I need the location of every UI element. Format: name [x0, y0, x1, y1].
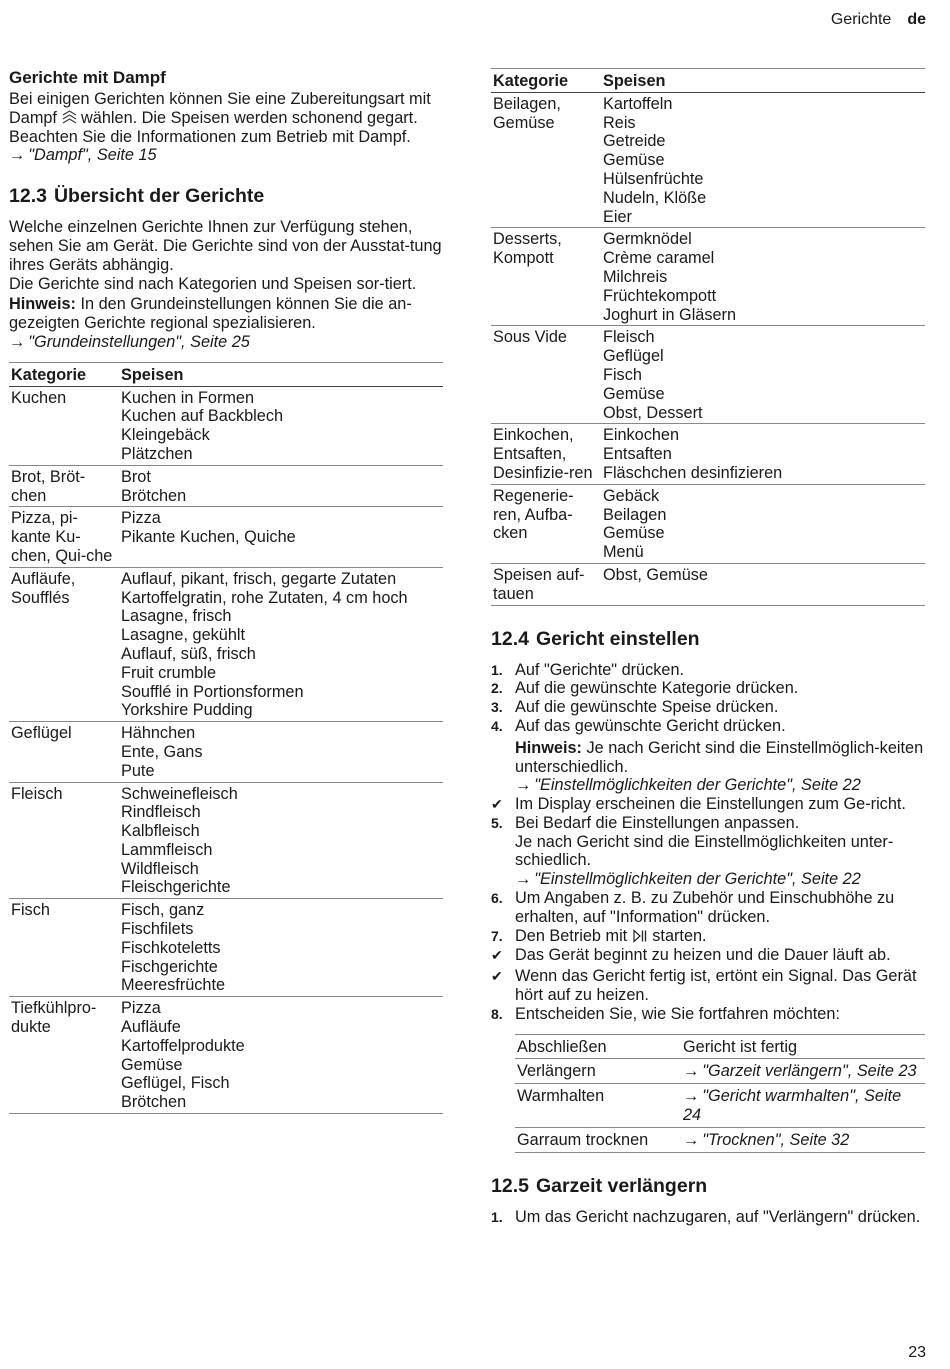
dishes-cell [119, 997, 443, 1114]
step-xref-text: "Einstellmöglichkeiten der Gerichte", Seite 22 [534, 776, 861, 795]
steam-icon [62, 110, 77, 124]
result-item [491, 967, 925, 1005]
option-value[interactable] [681, 1084, 925, 1128]
dishes-cell [119, 899, 443, 997]
option-label: Verlängern [515, 1059, 681, 1084]
option-label: Warmhalten [515, 1084, 681, 1128]
setup-steps [491, 661, 925, 1024]
dish-item: Geflügel [603, 347, 664, 366]
result-item [491, 946, 925, 965]
step-text: Auf die gewünschte Kategorie drücken. [515, 679, 799, 698]
section-title: Übersicht der Gerichte [53, 185, 265, 208]
dish-item: Fläschchen desinfizieren [603, 463, 783, 482]
dish-item: Pizza [121, 999, 161, 1018]
option-row [515, 1059, 925, 1084]
dish-item: Fruit crumble [121, 663, 216, 682]
dishes-cell [119, 507, 443, 567]
dish-item: Fisch [603, 365, 642, 384]
table-row [9, 567, 443, 721]
step-text: Um das Gericht nachzugaren, auf "Verlängern" drücken. [515, 1207, 921, 1226]
option-value[interactable] [681, 1127, 925, 1152]
category-cell: Einkochen, Entsaften, Desinfizie-ren [491, 424, 601, 484]
steam-xref[interactable] [9, 146, 443, 165]
step-item [491, 814, 925, 889]
header-language: de [907, 11, 926, 28]
dish-item: Fischfilets [121, 920, 194, 939]
option-value-text: "Garzeit verlängern", Seite 23 [702, 1062, 917, 1081]
table-row [491, 326, 925, 424]
category-cell: Sous Vide [491, 326, 601, 424]
dish-item: Pikante Kuchen, Quiche [121, 528, 296, 547]
steam-text-b: wählen. Die Speisen werden schonend gegart. [81, 108, 418, 127]
options-table [515, 1034, 925, 1153]
category-cell: Beilagen, Gemüse [491, 92, 601, 228]
table-row [491, 228, 925, 326]
overview-paragraph-2: Die Gerichte sind nach Kategorien und Speisen sor-tiert. [9, 274, 417, 293]
dishes-cell [119, 567, 443, 721]
dish-item: Kuchen auf Backblech [121, 407, 284, 426]
dish-item: Obst, Gemüse [603, 565, 708, 584]
step-item [491, 889, 925, 927]
section-12-4-heading [491, 628, 925, 651]
dish-item: Ente, Gans [121, 742, 203, 761]
check-icon: ✔ [491, 968, 503, 985]
dish-item: Menü [603, 543, 644, 562]
dish-item: Brötchen [121, 486, 187, 505]
option-label: Abschließen [515, 1034, 681, 1059]
step-text: Um Angaben z. B. zu Zubehör und Einschubhöhe zu erhalten, auf "Information" drücken. [515, 889, 895, 926]
dishes-cell [601, 92, 925, 228]
dish-item: Fleisch [603, 328, 655, 347]
arrow-icon: → [9, 332, 26, 351]
dishes-cell [601, 228, 925, 326]
dishes-cell [601, 326, 925, 424]
result-text: Wenn das Gericht fertig ist, ertönt ein Signal. Das Gerät hört auf zu heizen. [515, 967, 917, 1005]
dish-item: Lammfleisch [121, 840, 213, 859]
category-table-right [491, 68, 925, 606]
dish-item: Brötchen [121, 1093, 187, 1112]
step-number: 8. [491, 1005, 503, 1022]
dish-item: Soufflé in Portionsformen [121, 682, 304, 701]
column-header-dishes: Speisen [601, 69, 925, 93]
steam-heading: Gerichte mit Dampf [9, 68, 166, 87]
table-row [9, 997, 443, 1114]
section-title: Gericht einstellen [535, 627, 700, 650]
section-number: 12.3 [9, 185, 47, 208]
dish-item: Pute [121, 761, 155, 780]
arrow-icon: → [683, 1062, 700, 1081]
category-cell: Aufläufe, Soufflés [9, 567, 119, 721]
arrow-icon: → [683, 1087, 700, 1106]
arrow-icon: → [515, 870, 532, 889]
dish-item: Yorkshire Pudding [121, 701, 253, 720]
column-header-category: Kategorie [491, 69, 601, 93]
dish-item: Geflügel, Fisch [121, 1074, 230, 1093]
running-header [831, 11, 926, 30]
dish-item: Einkochen [603, 426, 680, 445]
step-number: 4. [491, 717, 503, 734]
section-12-3-heading [9, 185, 443, 208]
dishes-cell [601, 424, 925, 484]
table-row [9, 386, 443, 465]
dish-item: Gebäck [603, 486, 660, 505]
steam-note: Beachten Sie die Informationen zum Betrieb mit Dampf. [9, 127, 411, 146]
category-cell: Regenerie-ren, Aufba-cken [491, 484, 601, 563]
extend-steps [491, 1208, 925, 1227]
dish-item: Pizza [121, 509, 161, 528]
step-number: 1. [491, 661, 503, 678]
dish-item: Auflauf, pikant, frisch, gegarte Zutaten [121, 569, 397, 588]
dish-item: Germknödel [603, 230, 692, 249]
step-number: 3. [491, 699, 503, 716]
dish-item: Eier [603, 207, 632, 226]
step-item [491, 1005, 925, 1024]
dish-item: Aufläufe [121, 1018, 181, 1037]
dish-item: Fisch, ganz [121, 901, 205, 920]
category-cell: Fisch [9, 899, 119, 997]
dish-item: Wildfleisch [121, 859, 199, 878]
overview-hint [9, 295, 443, 333]
section-title: Garzeit verlängern [535, 1174, 708, 1197]
option-label: Garraum trocknen [515, 1127, 681, 1152]
column-header-category: Kategorie [9, 362, 119, 386]
option-value[interactable] [681, 1059, 925, 1084]
section-12-5-heading [491, 1175, 925, 1198]
dish-item: Früchtekompott [603, 286, 717, 305]
category-cell: Desserts, Kompott [491, 228, 601, 326]
result-text: Im Display erscheinen die Einstellungen zum Ge-richt. [515, 795, 906, 814]
step-text: Den Betrieb mit [515, 926, 628, 945]
dish-item: Getreide [603, 132, 666, 151]
dish-item: Kuchen in Formen [121, 388, 255, 407]
dish-item: Obst, Dessert [603, 403, 703, 422]
arrow-icon: → [683, 1130, 700, 1149]
result-text: Das Gerät beginnt zu heizen und die Dauer läuft ab. [515, 946, 891, 965]
step-item [491, 1208, 925, 1227]
dish-item: Beilagen [603, 505, 667, 524]
dish-item: Entsaften [603, 445, 672, 464]
hint-text: In den Grundeinstellungen können Sie die an-gezeigten Gerichte regional spezialisieren. [9, 295, 412, 333]
step-text: Auf die gewünschte Speise drücken. [515, 698, 779, 717]
dish-item: Kleingebäck [121, 426, 210, 445]
dishes-cell [119, 386, 443, 465]
step-text: Entscheiden Sie, wie Sie fortfahren möchten: [515, 1004, 840, 1023]
step-text: Auf "Gerichte" drücken. [515, 660, 685, 679]
step-number: 2. [491, 680, 503, 697]
hint-label: Hinweis: [515, 738, 582, 757]
arrow-icon: → [515, 776, 532, 795]
category-cell: Pizza, pi-kante Ku-chen, Qui-che [9, 507, 119, 567]
dish-item: Gemüse [603, 384, 665, 403]
dishes-cell [601, 484, 925, 563]
overview-xref-text: "Grundeinstellungen", Seite 25 [28, 332, 250, 351]
step-text-end: starten. [652, 926, 707, 945]
option-value-text: "Trocknen", Seite 32 [702, 1130, 850, 1149]
step-xref[interactable] [515, 870, 925, 889]
option-row [515, 1084, 925, 1128]
table-row [9, 722, 443, 782]
table-row [9, 899, 443, 997]
step-text: Auf das gewünschte Gericht drücken. [515, 716, 786, 735]
header-section: Gerichte [830, 11, 892, 28]
table-row [9, 465, 443, 507]
section-number: 12.4 [491, 627, 529, 650]
table-row [491, 424, 925, 484]
option-value-text: Gericht ist fertig [683, 1037, 798, 1056]
dish-item: Fischkoteletts [121, 938, 221, 957]
option-row [515, 1034, 925, 1059]
category-cell: Brot, Bröt-chen [9, 465, 119, 507]
step-item [491, 717, 925, 795]
step-xref-text: "Einstellmöglichkeiten der Gerichte", Seite 22 [534, 870, 861, 889]
dish-item: Meeresfrüchte [121, 976, 226, 995]
step-subtext: Je nach Gericht sind die Einstellmöglichkeiten unter-schiedlich. [515, 832, 894, 870]
left-column [9, 68, 443, 1114]
section-number: 12.5 [491, 1174, 529, 1197]
dish-item: Hülsenfrüchte [603, 169, 704, 188]
arrow-icon: → [9, 146, 26, 165]
dish-item: Hähnchen [121, 724, 196, 743]
category-cell: Speisen auf-tauen [491, 563, 601, 605]
dish-item: Kartoffelprodukte [121, 1036, 245, 1055]
category-cell: Kuchen [9, 386, 119, 465]
dish-item: Milchreis [603, 267, 668, 286]
table-row [491, 92, 925, 228]
table-row [491, 484, 925, 563]
option-row [515, 1127, 925, 1152]
hint-text: Je nach Gericht sind die Einstellmöglich-keiten unterschiedlich. [515, 738, 924, 776]
table-row [491, 563, 925, 605]
step-text: Bei Bedarf die Einstellungen anpassen. [515, 813, 800, 832]
check-icon: ✔ [491, 796, 503, 813]
dishes-cell [119, 722, 443, 782]
dish-item: Crème caramel [603, 249, 715, 268]
dish-item: Kartoffelgratin, rohe Zutaten, 4 cm hoch [121, 588, 408, 607]
category-cell: Geflügel [9, 722, 119, 782]
hint-label: Hinweis: [9, 295, 76, 314]
column-header-dishes: Speisen [119, 362, 443, 386]
dish-item: Gemüse [603, 524, 665, 543]
dish-item: Schweinefleisch [121, 784, 238, 803]
step-number: 1. [491, 1208, 503, 1225]
step-number: 5. [491, 814, 503, 831]
step-number: 7. [491, 927, 503, 944]
result-item [491, 795, 925, 814]
option-value-text: "Gericht warmhalten", Seite 24 [683, 1087, 902, 1125]
option-value [681, 1034, 925, 1059]
dish-item: Kalbfleisch [121, 822, 200, 841]
right-column [491, 68, 925, 1226]
dishes-cell [119, 782, 443, 899]
dishes-cell [119, 465, 443, 507]
dish-item: Fleischgerichte [121, 878, 231, 897]
dish-item: Fischgerichte [121, 957, 218, 976]
steam-text-a: Bei einigen Gerichten können Sie eine Zubereitungsart mit Dampf [9, 90, 431, 127]
dish-item: Kartoffeln [603, 94, 673, 113]
overview-xref[interactable] [9, 333, 443, 352]
steam-paragraph [9, 90, 443, 128]
step-number: 6. [491, 890, 503, 907]
step-item [491, 679, 925, 698]
category-cell: Fleisch [9, 782, 119, 899]
dish-item: Gemüse [603, 151, 665, 170]
dish-item: Nudeln, Klöße [603, 188, 707, 207]
dishes-cell [601, 563, 925, 605]
page-number: 23 [908, 1344, 926, 1362]
step-xref[interactable] [515, 776, 925, 795]
dish-item: Rindfleisch [121, 803, 201, 822]
check-icon: ✔ [491, 947, 503, 964]
dish-item: Auflauf, süß, frisch [121, 644, 256, 663]
start-pause-icon [632, 929, 648, 943]
table-row [9, 507, 443, 567]
dish-item: Brot [121, 467, 151, 486]
step-hint [515, 739, 925, 777]
step-item [491, 698, 925, 717]
table-row [9, 782, 443, 899]
category-cell: Tiefkühlpro-dukte [9, 997, 119, 1114]
dish-item: Joghurt in Gläsern [603, 305, 737, 324]
dish-item: Reis [603, 113, 636, 132]
dish-item: Lasagne, frisch [121, 607, 232, 626]
category-table-left [9, 362, 443, 1114]
step-item [491, 661, 925, 680]
overview-paragraph-1: Welche einzelnen Gerichte Ihnen zur Verfügung stehen, sehen Sie am Gerät. Die Gerichte sind von der Ausstat-tung ihres Geräts abhängig. [9, 218, 442, 274]
dish-item: Gemüse [121, 1055, 183, 1074]
dish-item: Plätzchen [121, 444, 193, 463]
steam-xref-text: "Dampf", Seite 15 [28, 146, 157, 165]
dish-item: Lasagne, gekühlt [121, 626, 246, 645]
step-item [491, 927, 925, 946]
